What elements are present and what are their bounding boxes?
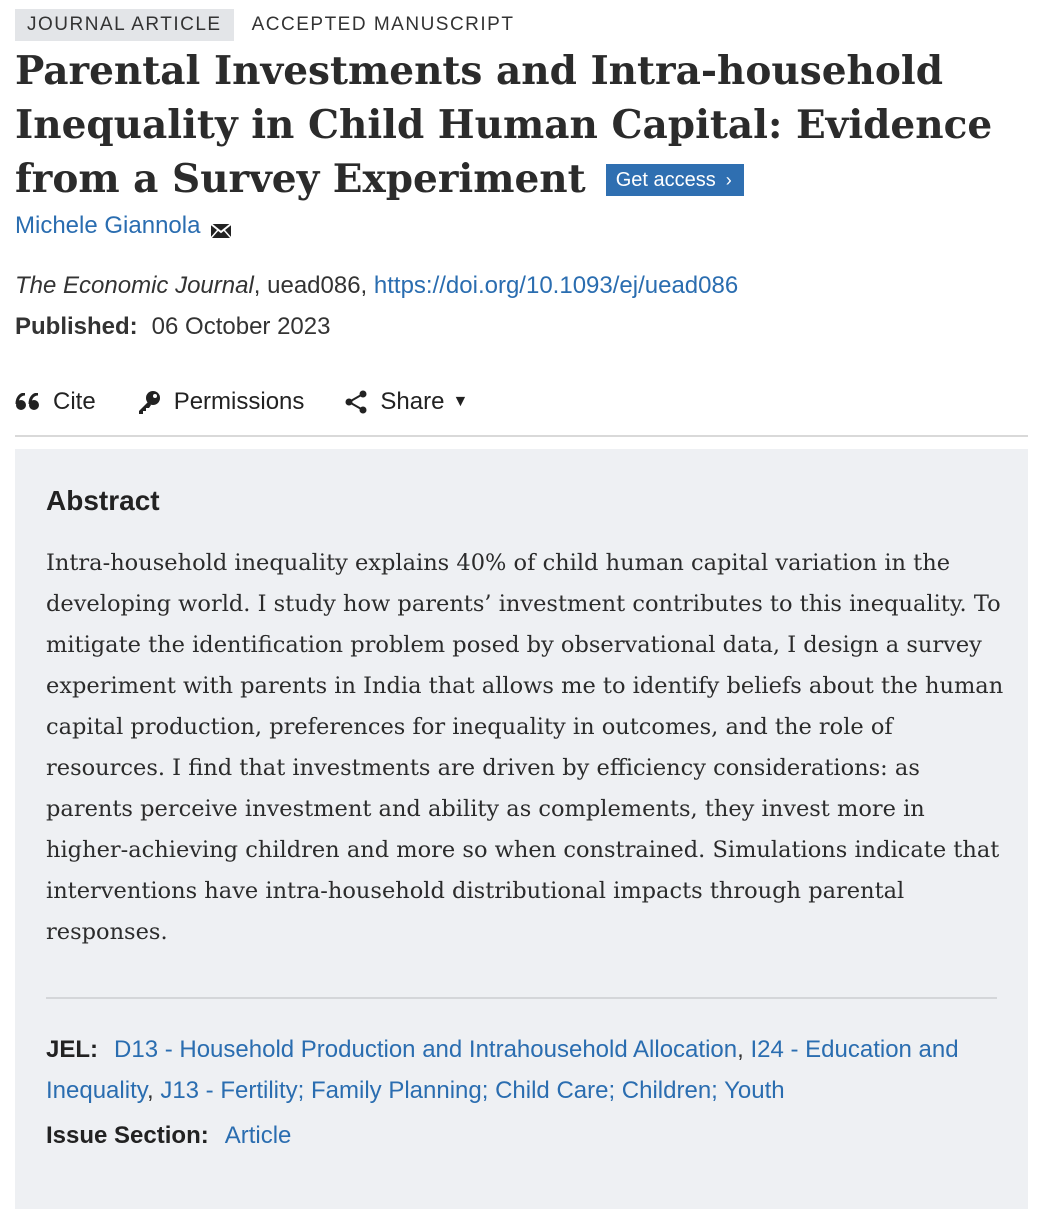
toolbar-divider [15, 435, 1028, 437]
jel-separator: , [146, 1077, 161, 1104]
chevron-right-icon: › [725, 170, 732, 190]
journal-name: The Economic Journal [15, 272, 254, 299]
issue-section-link[interactable]: Article [224, 1122, 292, 1149]
published-line [15, 313, 330, 341]
manuscript-status-tag: ACCEPTED MANUSCRIPT [251, 14, 515, 35]
issue-section-label: Issue Section: [46, 1122, 209, 1149]
jel-separator: , [737, 1036, 751, 1063]
get-access-button[interactable] [606, 164, 744, 196]
jel-label: JEL: [46, 1036, 99, 1063]
abstract-divider [46, 997, 997, 999]
abstract-heading: Abstract [46, 485, 160, 516]
jel-link-d13[interactable]: D13 - Household Production and Intrahousehold Allocation [114, 1036, 738, 1063]
share-label: Share [380, 388, 445, 415]
jel-link-i24[interactable]: I24 - Education and Inequality [46, 1036, 959, 1104]
article-type-tag: JOURNAL ARTICLE [15, 9, 234, 41]
issue-section [46, 1122, 291, 1150]
article-title-text: Parental Investments and Intra-household Inequality in Child Human Capital: Evidence from a Survey Experiment [15, 48, 993, 202]
article-tags [15, 9, 526, 41]
envelope-icon[interactable] [210, 218, 232, 234]
jel-codes [46, 1029, 1006, 1111]
author-line [15, 212, 232, 240]
article-id: , uead086, [253, 272, 374, 299]
published-date: 06 October 2023 [151, 313, 331, 340]
doi-link[interactable]: https://doi.org/10.1093/ej/uead086 [373, 272, 739, 299]
article-title [15, 44, 1035, 206]
permissions-label: Permissions [173, 388, 305, 415]
permissions-button[interactable] [136, 388, 305, 416]
cite-label: Cite [53, 388, 96, 415]
citation-line [15, 272, 738, 300]
published-label: Published: [15, 313, 138, 340]
share-dropdown[interactable] [344, 388, 468, 416]
cite-button[interactable] [15, 388, 96, 416]
abstract-text: Intra-household inequality explains 40% of child human capital variation in the developing world. I study how parents’ investment contributes to this inequality. To mitigate the identification problem posed by observational data, I design a survey experiment with parents in India that allows me to identify beliefs about the human capital production, preferences for inequality in outcomes, and the role of resources. I find that investments are driven by efficiency considerations: as parents perceive investment and ability as complements, they invest more in higher-achieving children and more so when constrained. Simulations indicate that interventions have intra-household distributional impacts through parental responses. [46, 550, 1004, 945]
caret-down-icon: ▼ [452, 393, 469, 410]
abstract-panel [15, 449, 1028, 1209]
article-toolbar [15, 388, 508, 416]
get-access-label: Get access [615, 169, 716, 191]
key-icon [136, 389, 162, 415]
share-icon [344, 390, 368, 414]
jel-link-j13[interactable]: J13 - Fertility; Family Planning; Child Care; Children; Youth [160, 1077, 785, 1104]
quote-icon [15, 393, 41, 411]
author-link[interactable]: Michele Giannola [15, 212, 201, 239]
